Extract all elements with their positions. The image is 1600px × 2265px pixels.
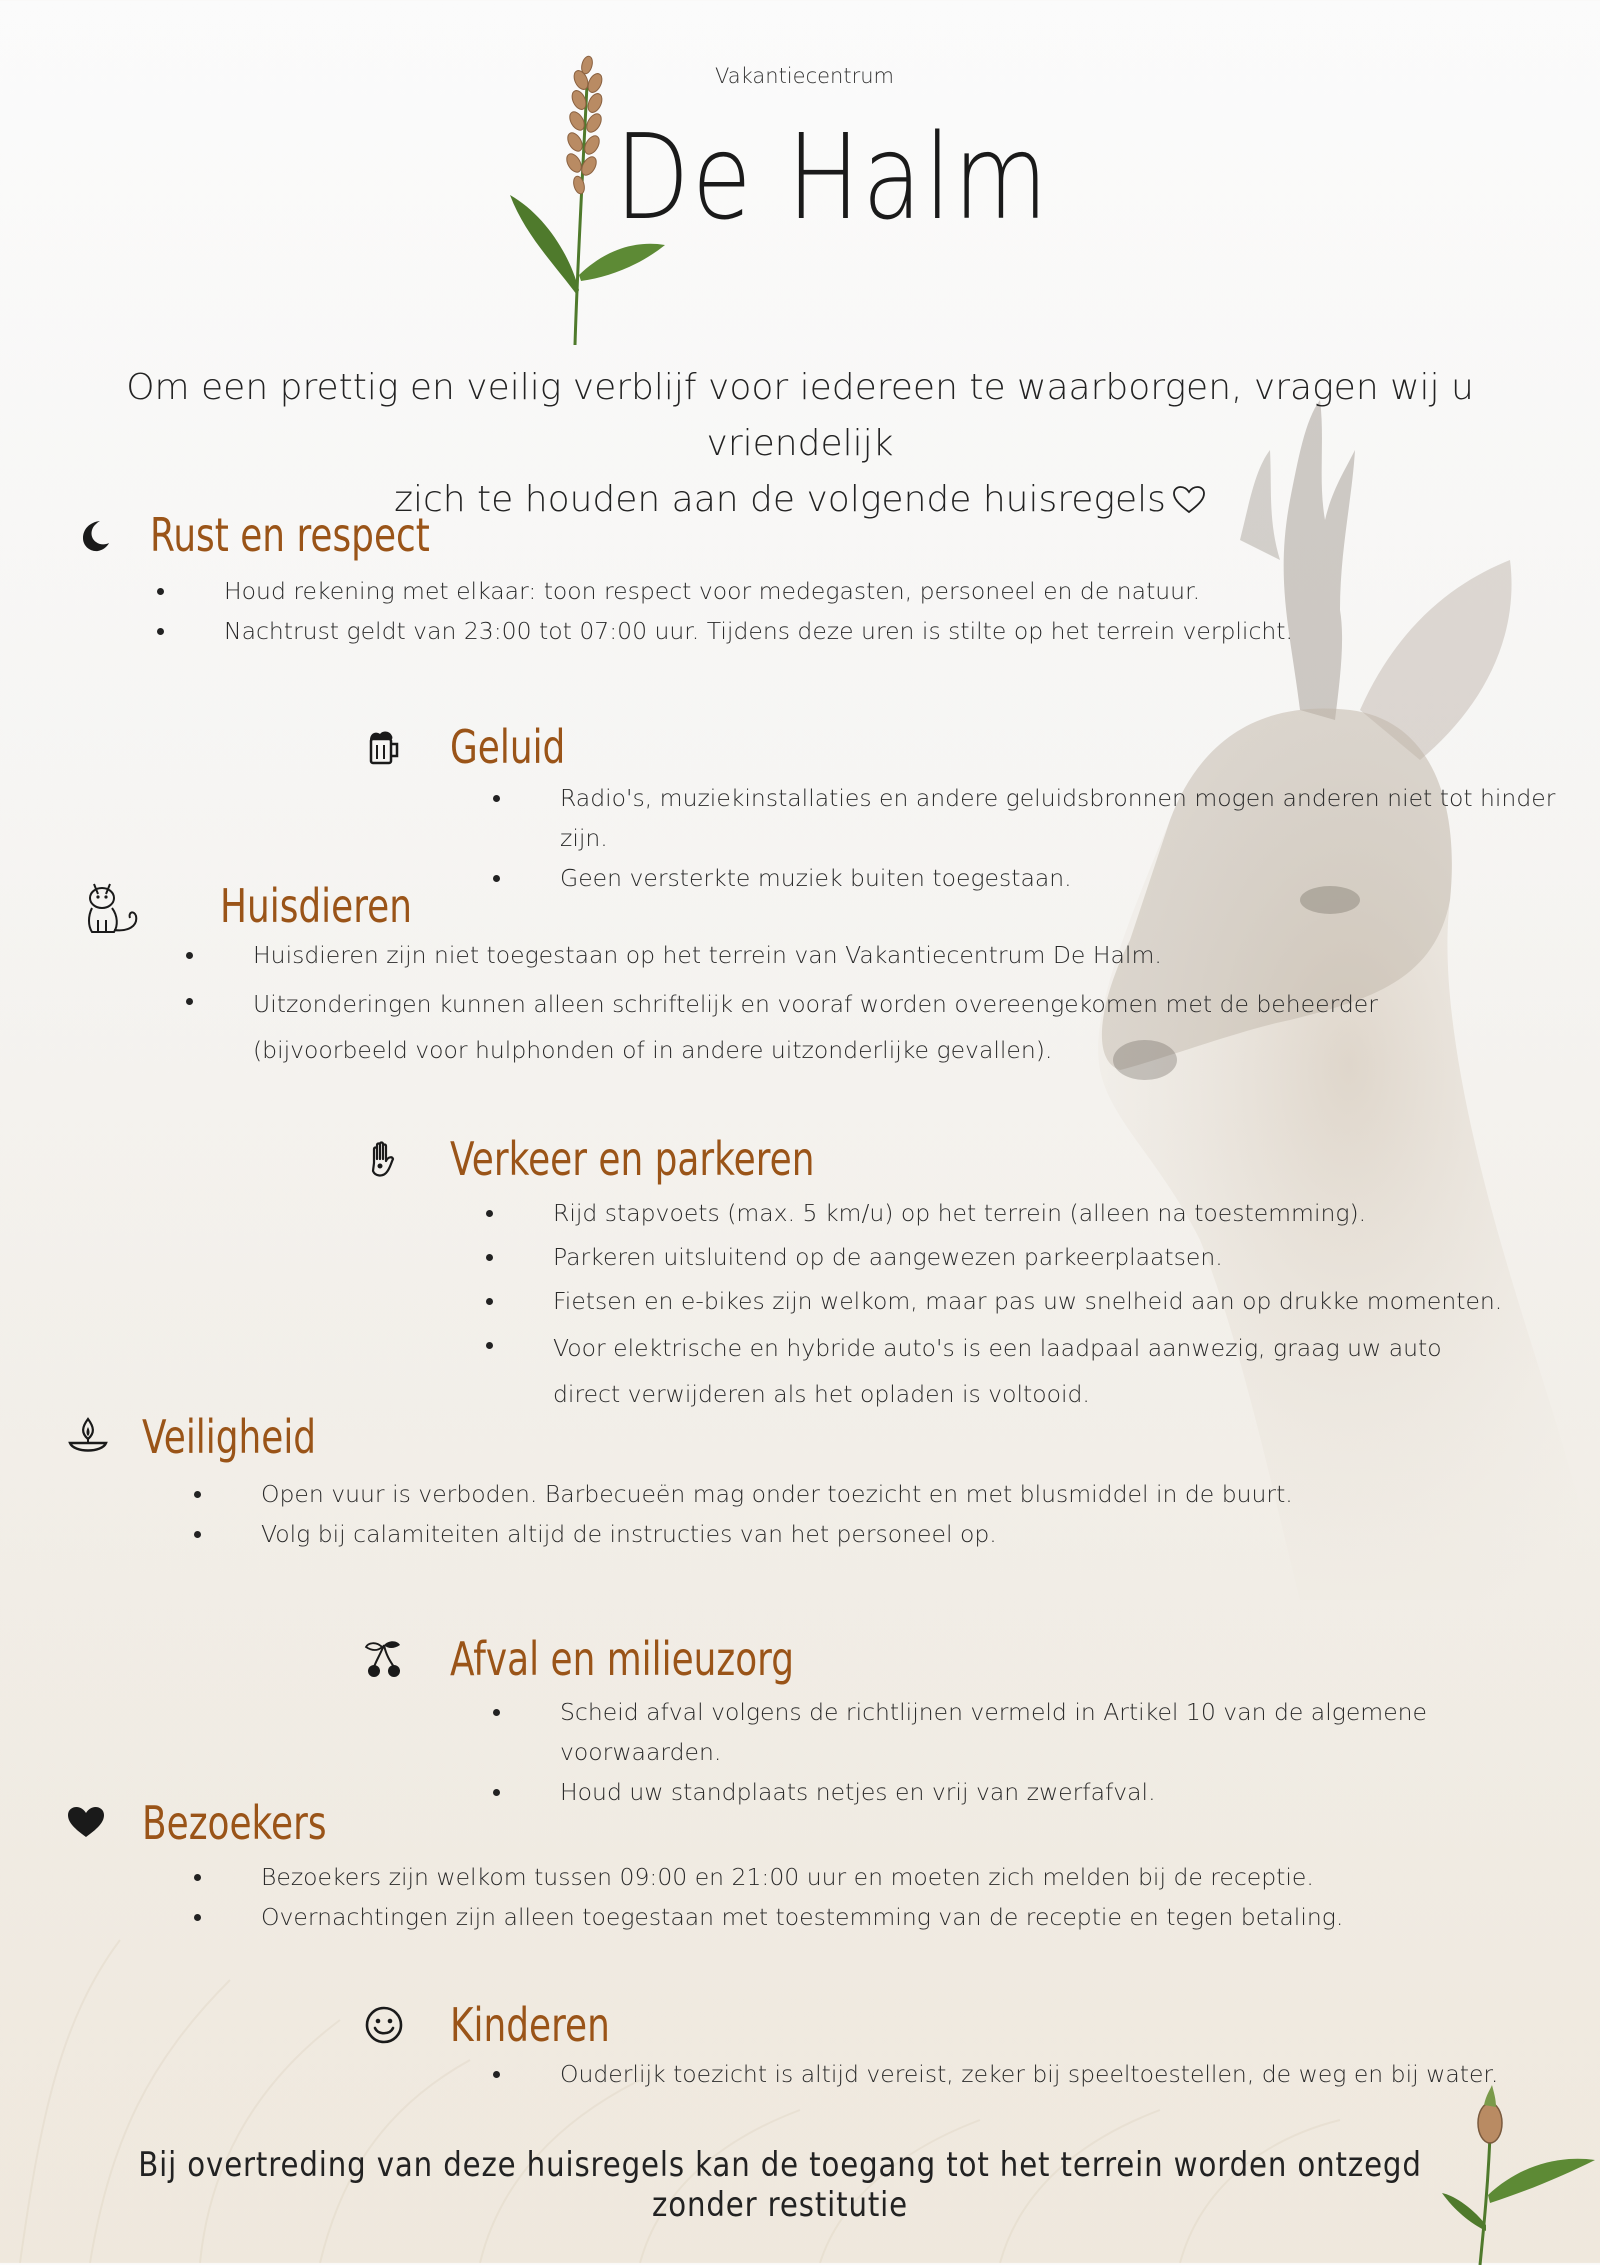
- section-heading-veiligheid: [66, 1410, 365, 1464]
- rule-item: Ouderlijk toezicht is altijd vereist, zeker bij speeltoestellen, de weg en bij water.: [560, 2054, 1560, 2094]
- rule-item: Nachtrust geldt van 23:00 tot 07:00 uur. Tijdens deze uren is stilte op het terrein verplicht.: [224, 611, 1404, 651]
- rule-item: Fietsen en e-bikes zijn welkom, maar pas uw snelheid aan op drukke momenten.: [553, 1281, 1513, 1321]
- intro-line-1: Om een prettig en veilig verblijf voor iedereen te waarborgen, vragen wij u vriendelijk: [126, 367, 1474, 464]
- section-heading-huisdieren: [80, 876, 466, 936]
- rule-item: Scheid afval volgens de richtlijnen vermeld in Artikel 10 van de algemene voorwaarden.: [560, 1692, 1570, 1772]
- rule-item: Radio's, muziekinstallaties en andere geluidsbronnen mogen anderen niet tot hinder zijn.: [560, 778, 1560, 858]
- flower-bud-decoration: [1440, 2075, 1600, 2265]
- rule-item: Rijd stapvoets (max. 5 km/u) op het terrein (alleen na toestemming).: [553, 1193, 1513, 1233]
- heart-icon: [64, 1801, 108, 1845]
- rule-item: Volg bij calamiteiten altijd de instructies van het personeel op.: [261, 1514, 1461, 1554]
- smiley-icon: [362, 2003, 406, 2047]
- section-heading-rust-en-respect: [72, 508, 509, 562]
- cat-icon: [80, 876, 144, 936]
- cherries-icon: [362, 1637, 406, 1681]
- section-heading-geluid: [362, 720, 598, 774]
- rules-list-kinderen: [560, 2054, 1560, 2094]
- section-title: Kinderen: [450, 1998, 610, 2052]
- section-title: Bezoekers: [142, 1796, 327, 1850]
- rule-item: Geen versterkte muziek buiten toegestaan.: [560, 858, 1560, 898]
- rule-item: Uitzonderingen kunnen alleen schriftelijk en vooraf worden overeengekomen met de beheerder (bijvoorbeeld voor hulphonden of in andere uitzonderlijke gevallen).: [253, 981, 1523, 1073]
- rule-item: Houd uw standplaats netjes en vrij van zwerfafval.: [560, 1772, 1570, 1812]
- rule-item: Open vuur is verboden. Barbecueën mag onder toezicht en met blusmiddel in de buurt.: [261, 1474, 1461, 1514]
- section-heading-afval-en-milieuzorg: [362, 1632, 891, 1686]
- logo-title: De Halm: [615, 108, 1051, 246]
- rule-item: Bezoekers zijn welkom tussen 09:00 en 21:00 uur en moeten zich melden bij de receptie.: [261, 1857, 1511, 1897]
- rules-list-veiligheid: [261, 1474, 1461, 1554]
- rule-item: Huisdieren zijn niet toegestaan op het terrein van Vakantiecentrum De Halm.: [253, 935, 1523, 975]
- section-title: Geluid: [450, 720, 566, 774]
- rule-item: Parkeren uitsluitend op de aangewezen parkeerplaatsen.: [553, 1237, 1513, 1277]
- section-title: Huisdieren: [220, 879, 412, 933]
- section-title: Rust en respect: [150, 508, 430, 562]
- rule-item: Houd rekening met elkaar: toon respect voor medegasten, personeel en de natuur.: [224, 571, 1404, 611]
- intro-line-2: zich te houden aan de volgende huisregels: [50, 472, 1550, 528]
- intro-text: [50, 360, 1550, 528]
- moon-icon: [72, 513, 116, 557]
- section-title: Afval en milieuzorg: [450, 1632, 795, 1686]
- section-title: Verkeer en parkeren: [450, 1132, 815, 1186]
- beer-mug-icon: [362, 725, 406, 769]
- rules-list-bezoekers: [261, 1857, 1511, 1937]
- rule-item: Overnachtingen zijn alleen toegestaan met toestemming van de receptie en tegen betaling.: [261, 1897, 1511, 1937]
- rules-list-verkeer-en-parkeren: [553, 1193, 1513, 1417]
- footer-notice: Bij overtreding van deze huisregels kan de toegang tot het terrein worden ontzegd zonder restitutie: [138, 2145, 1422, 2225]
- heart-outline-icon: [1172, 485, 1206, 515]
- section-heading-verkeer-en-parkeren: [362, 1132, 917, 1186]
- rules-list-rust-en-respect: [224, 571, 1404, 651]
- rules-list-huisdieren: [253, 935, 1523, 1073]
- section-title: Veiligheid: [142, 1410, 317, 1464]
- rules-list-geluid: [560, 778, 1560, 898]
- oil-lamp-icon: [66, 1415, 110, 1459]
- section-heading-bezoekers: [64, 1796, 379, 1850]
- rules-list-afval-en-milieuzorg: [560, 1692, 1570, 1812]
- logo-subtitle: Vakantiecentrum: [715, 64, 894, 88]
- rule-item: Voor elektrische en hybride auto's is een laadpaal aanwezig, graag uw auto direct verwijderen als het opladen is voltooid.: [553, 1325, 1513, 1417]
- section-heading-kinderen: [362, 1998, 655, 2052]
- hand-icon: [362, 1137, 406, 1181]
